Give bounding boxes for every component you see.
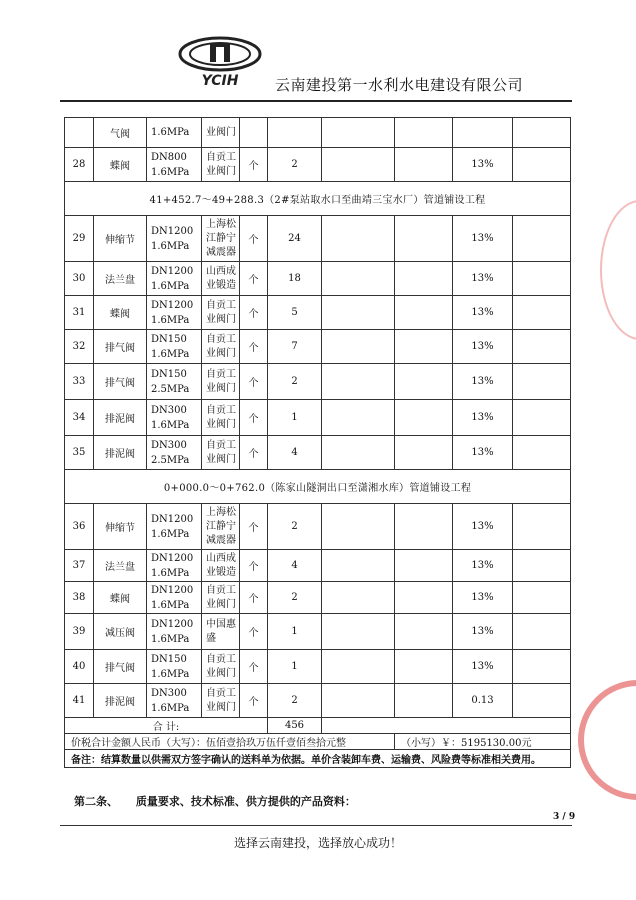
remarks [513, 400, 571, 436]
unit-price [322, 216, 395, 262]
tax-rate: 13% [453, 262, 513, 296]
table-row [65, 436, 571, 470]
item-manufacturer: 上海松 江静宁 减震器 [202, 216, 240, 262]
remarks [513, 118, 571, 148]
unit-price [322, 296, 395, 330]
amount [395, 262, 453, 296]
item-spec: DN1200 1.6MPa [147, 262, 202, 296]
remarks [513, 296, 571, 330]
item-manufacturer: 自贡工 业阀门 [202, 436, 240, 470]
item-unit: 个 [240, 330, 268, 364]
item-quantity: 1 [268, 650, 322, 684]
table-row [65, 216, 571, 262]
item-manufacturer: 中国惠 盛 [202, 614, 240, 650]
tax-rate: 13% [453, 216, 513, 262]
materials-table [64, 117, 571, 768]
unit-price [322, 550, 395, 582]
item-spec: DN1200 1.6MPa [147, 582, 202, 614]
item-manufacturer: 自贡工 业阀门 [202, 400, 240, 436]
footer-slogan: 选择云南建投，选择放心成功！ [233, 836, 402, 850]
table-row [65, 582, 571, 614]
table-row [65, 148, 571, 182]
tax-rate: 13% [453, 582, 513, 614]
amount [395, 148, 453, 182]
amount [395, 118, 453, 148]
item-unit: 个 [240, 684, 268, 718]
item-name: 排泥阀 [94, 684, 147, 718]
total-label: 合 计: [65, 718, 268, 734]
faint-seal-stamp [600, 200, 636, 340]
item-quantity: 7 [268, 330, 322, 364]
item-quantity: 2 [268, 684, 322, 718]
item-spec: 1.6MPa [147, 118, 202, 148]
item-quantity: 1 [268, 614, 322, 650]
unit-price [322, 400, 395, 436]
item-spec: DN1200 1.6MPa [147, 216, 202, 262]
tax-rate: 0.13 [453, 684, 513, 718]
item-spec: DN800 1.6MPa [147, 148, 202, 182]
row-number: 37 [65, 550, 94, 582]
item-quantity: 2 [268, 364, 322, 400]
table-row [65, 330, 571, 364]
amount [395, 504, 453, 550]
item-name: 法兰盘 [94, 262, 147, 296]
item-quantity: 4 [268, 550, 322, 582]
amount [395, 650, 453, 684]
row-number: 29 [65, 216, 94, 262]
item-quantity: 5 [268, 296, 322, 330]
page-number: 3 / 9 [553, 812, 576, 822]
item-spec: DN300 2.5MPa [147, 436, 202, 470]
table-row [65, 684, 571, 718]
unit-price [322, 582, 395, 614]
clause-2 [74, 793, 356, 809]
item-spec: DN150 1.6MPa [147, 650, 202, 684]
row-number: 31 [65, 296, 94, 330]
item-manufacturer: 上海松 江静宁 减震器 [202, 504, 240, 550]
item-manufacturer: 山西成 业锻造 [202, 550, 240, 582]
row-number: 39 [65, 614, 94, 650]
tax-rate [453, 118, 513, 148]
tax-rate: 13% [453, 364, 513, 400]
item-name: 排泥阀 [94, 400, 147, 436]
remarks [513, 436, 571, 470]
amount [395, 400, 453, 436]
tax-rate: 13% [453, 148, 513, 182]
total-blank [322, 718, 571, 734]
company-logo-icon [170, 34, 270, 90]
total-price-upper: 价税合计金额人民币（大写）：伍佰壹拾玖万伍仟壹佰叁拾元整 [65, 734, 395, 750]
logo-text: YCIH [201, 73, 239, 89]
tax-rate: 13% [453, 330, 513, 364]
company-name: 云南建投第一水利水电建设有限公司 [275, 76, 524, 94]
amount [395, 582, 453, 614]
item-unit: 个 [240, 650, 268, 684]
amount [395, 364, 453, 400]
item-spec: DN150 2.5MPa [147, 364, 202, 400]
tax-rate: 13% [453, 550, 513, 582]
item-name: 排气阀 [94, 330, 147, 364]
row-number: 32 [65, 330, 94, 364]
remarks [513, 364, 571, 400]
row-number: 40 [65, 650, 94, 684]
item-name: 伸缩节 [94, 216, 147, 262]
item-manufacturer: 自贡工 业阀门 [202, 330, 240, 364]
item-manufacturer: 自贡工 业阀门 [202, 296, 240, 330]
tax-rate: 13% [453, 614, 513, 650]
tax-rate: 13% [453, 650, 513, 684]
amount [395, 216, 453, 262]
item-spec: DN300 1.6MPa [147, 400, 202, 436]
item-spec: DN1200 1.6MPa [147, 614, 202, 650]
clause-label: 第二条、 [74, 795, 118, 808]
amount [395, 330, 453, 364]
tax-rate: 13% [453, 504, 513, 550]
remarks [513, 582, 571, 614]
item-manufacturer: 自贡工 业阀门 [202, 684, 240, 718]
section-row [65, 470, 571, 504]
item-unit: 个 [240, 216, 268, 262]
item-manufacturer: 自贡工 业阀门 [202, 650, 240, 684]
item-quantity: 18 [268, 262, 322, 296]
item-manufacturer: 山西成 业锻造 [202, 262, 240, 296]
note-row [65, 750, 571, 768]
item-unit: 个 [240, 436, 268, 470]
remarks [513, 504, 571, 550]
item-name: 气阀 [94, 118, 147, 148]
item-name: 减压阀 [94, 614, 147, 650]
remarks [513, 262, 571, 296]
unit-price [322, 262, 395, 296]
unit-price [322, 650, 395, 684]
remarks [513, 684, 571, 718]
item-manufacturer: 自贡工 业阀门 [202, 582, 240, 614]
table-row [65, 262, 571, 296]
item-spec: DN1200 1.6MPa [147, 550, 202, 582]
item-name: 伸缩节 [94, 504, 147, 550]
table-row [65, 650, 571, 684]
item-unit: 个 [240, 148, 268, 182]
unit-price [322, 118, 395, 148]
item-unit: 个 [240, 364, 268, 400]
item-name: 排气阀 [94, 650, 147, 684]
item-manufacturer: 业阀门 [202, 118, 240, 148]
item-name: 蝶阀 [94, 582, 147, 614]
row-number: 34 [65, 400, 94, 436]
footer-rule [60, 825, 572, 826]
row-number: 35 [65, 436, 94, 470]
item-quantity: 2 [268, 582, 322, 614]
amount [395, 684, 453, 718]
table-row [65, 118, 571, 148]
item-unit: 个 [240, 582, 268, 614]
total-quantity: 456 [268, 718, 322, 734]
item-quantity: 2 [268, 504, 322, 550]
unit-price [322, 148, 395, 182]
total-row [65, 718, 571, 734]
table-row [65, 550, 571, 582]
item-unit: 个 [240, 296, 268, 330]
amount [395, 550, 453, 582]
page-header [60, 34, 580, 104]
clause-text: 质量要求、技术标准、供方提供的产品资料： [135, 795, 356, 808]
table-row [65, 504, 571, 550]
red-seal-stamp [578, 680, 636, 800]
item-unit [240, 118, 268, 148]
item-unit: 个 [240, 504, 268, 550]
item-spec: DN150 1.6MPa [147, 330, 202, 364]
tax-rate: 13% [453, 436, 513, 470]
item-unit: 个 [240, 400, 268, 436]
section-title: 0+000.0～0+762.0（陈家山隧洞出口至潇湘水库）管道铺设工程 [65, 470, 571, 504]
item-spec: DN300 1.6MPa [147, 684, 202, 718]
item-name: 蝶阀 [94, 148, 147, 182]
item-quantity [268, 118, 322, 148]
item-quantity: 4 [268, 436, 322, 470]
remarks [513, 650, 571, 684]
remarks [513, 550, 571, 582]
row-number: 36 [65, 504, 94, 550]
row-number [65, 118, 94, 148]
unit-price [322, 330, 395, 364]
remarks [513, 330, 571, 364]
total-price-lower: （小写）￥：5195130.00元 [395, 734, 571, 750]
remarks [513, 216, 571, 262]
table-row [65, 364, 571, 400]
row-number: 41 [65, 684, 94, 718]
remarks [513, 614, 571, 650]
amount [395, 614, 453, 650]
remarks-note: 备注：结算数量以供需双方签字确认的送料单为依据。单价含装卸车费、运输费、风险费等标准相关费用。 [65, 750, 571, 768]
item-name: 排气阀 [94, 364, 147, 400]
row-number: 28 [65, 148, 94, 182]
header-rule [60, 100, 572, 102]
item-name: 排泥阀 [94, 436, 147, 470]
item-name: 蝶阀 [94, 296, 147, 330]
item-unit: 个 [240, 262, 268, 296]
unit-price [322, 504, 395, 550]
row-number: 33 [65, 364, 94, 400]
unit-price [322, 684, 395, 718]
amount [395, 436, 453, 470]
item-manufacturer: 自贡工 业阀门 [202, 364, 240, 400]
item-unit: 个 [240, 614, 268, 650]
section-row [65, 182, 571, 216]
price-row [65, 734, 571, 750]
row-number: 38 [65, 582, 94, 614]
item-name: 法兰盘 [94, 550, 147, 582]
item-quantity: 1 [268, 400, 322, 436]
section-title: 41+452.7～49+288.3（2#泵站取水口至曲靖三宝水厂）管道铺设工程 [65, 182, 571, 216]
unit-price [322, 364, 395, 400]
item-unit: 个 [240, 550, 268, 582]
tax-rate: 13% [453, 296, 513, 330]
amount [395, 296, 453, 330]
table-row [65, 614, 571, 650]
remarks [513, 148, 571, 182]
item-spec: DN1200 1.6MPa [147, 504, 202, 550]
item-manufacturer: 自贡工 业阀门 [202, 148, 240, 182]
item-quantity: 24 [268, 216, 322, 262]
unit-price [322, 436, 395, 470]
item-spec: DN1200 1.6MPa [147, 296, 202, 330]
table-row [65, 296, 571, 330]
item-quantity: 2 [268, 148, 322, 182]
table-row [65, 400, 571, 436]
row-number: 30 [65, 262, 94, 296]
unit-price [322, 614, 395, 650]
tax-rate: 13% [453, 400, 513, 436]
